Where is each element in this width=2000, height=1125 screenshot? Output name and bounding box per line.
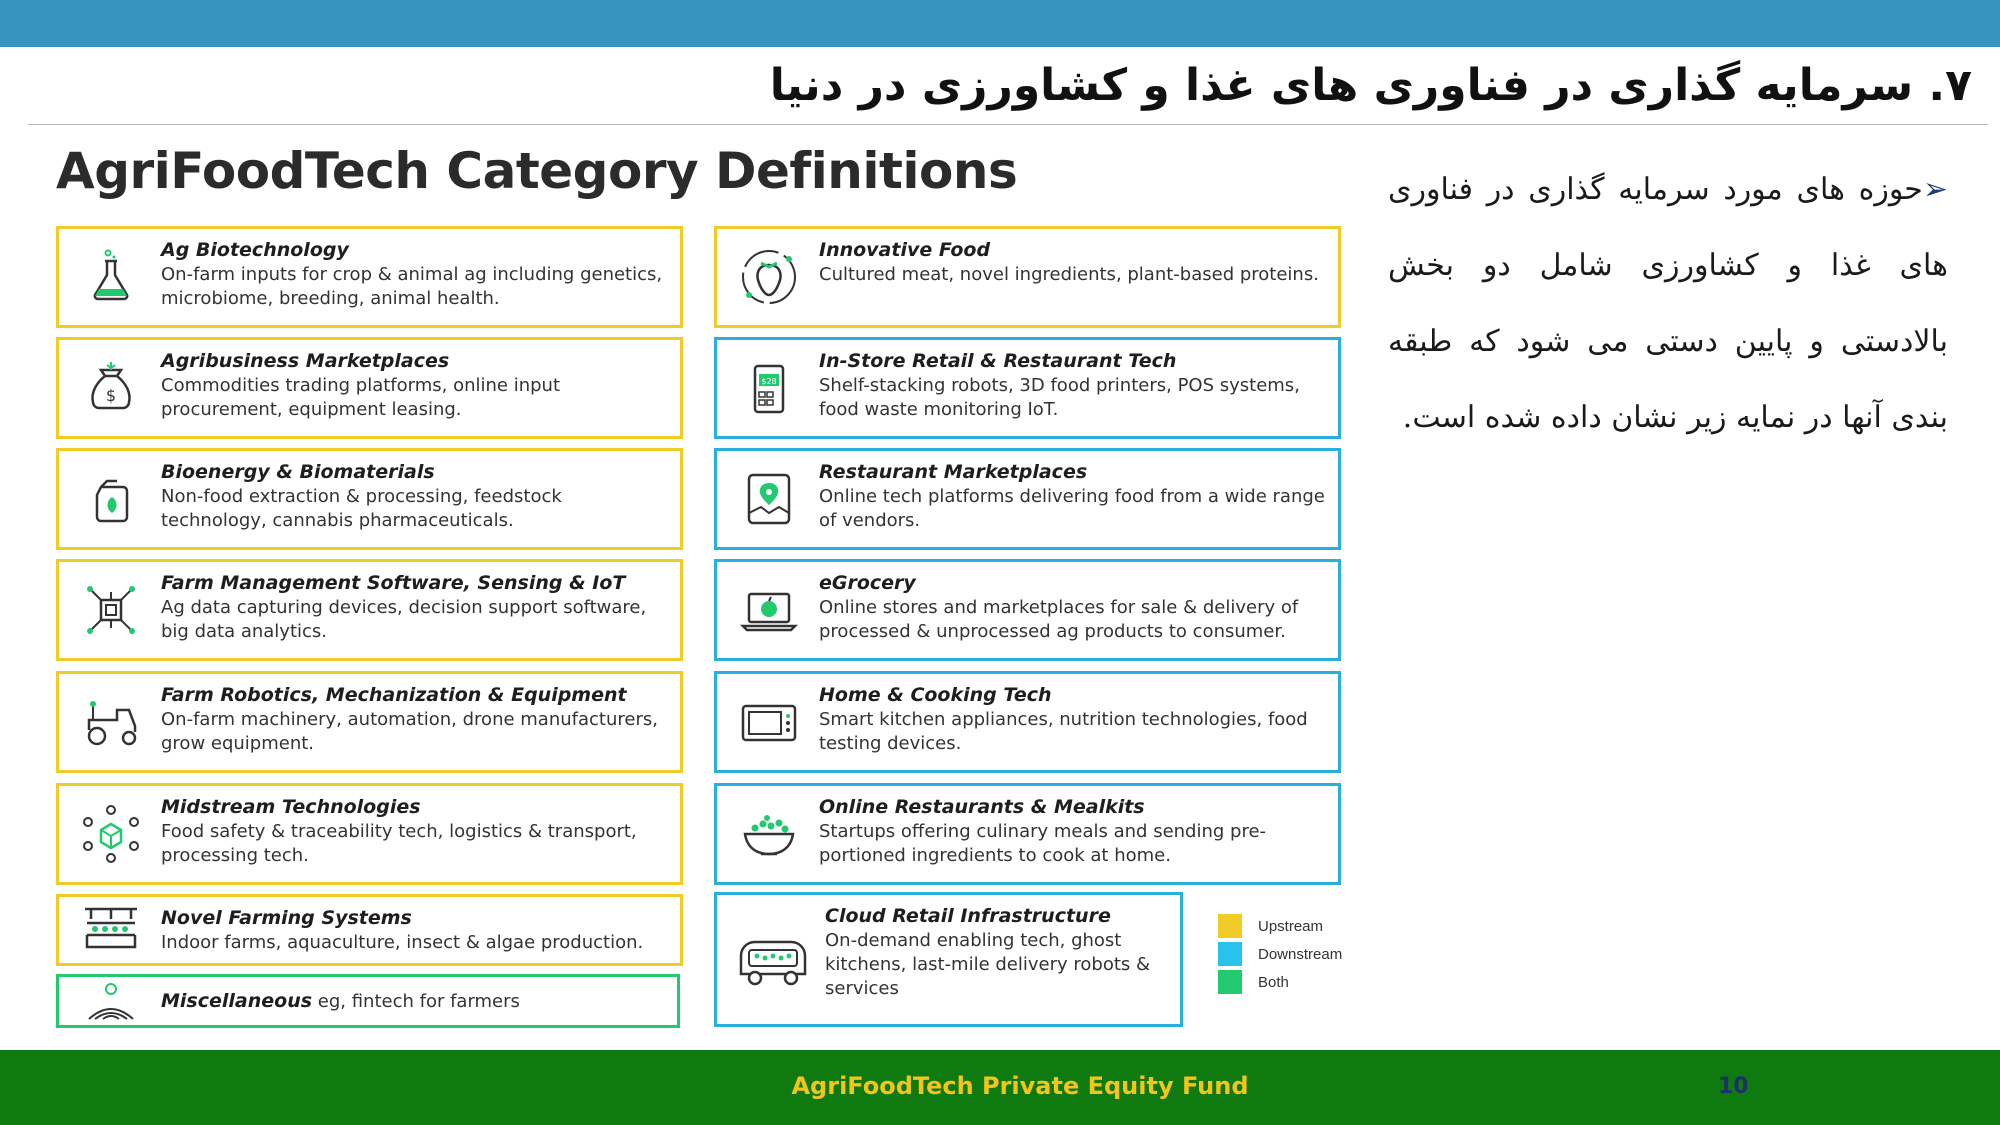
category-card-farm-management <box>56 559 683 661</box>
category-card-instore-retail <box>714 337 1341 439</box>
category-name: Novel Farming Systems <box>161 907 412 929</box>
category-name: Innovative Food <box>819 239 991 261</box>
pos-terminal-icon <box>739 358 799 418</box>
microwave-icon <box>739 692 799 752</box>
category-desc: Indoor farms, aquaculture, insect & algae production. <box>161 932 644 953</box>
fuel-can-icon <box>81 469 141 529</box>
footer-title: AgriFoodTech Private Equity Fund <box>791 1072 1249 1100</box>
legend-item-both <box>1218 968 1342 996</box>
category-desc: Online stores and marketplaces for sale & delivery of processed & unprocessed ag products to consumer. <box>819 597 1299 642</box>
top-banner <box>0 0 2000 47</box>
category-desc: Commodities trading platforms, online input procurement, equipment leasing. <box>161 375 561 420</box>
category-name: Miscellaneous <box>161 990 313 1012</box>
food-bowl-icon <box>739 804 799 864</box>
category-desc: Ag data capturing devices, decision support software, big data analytics. <box>161 597 647 642</box>
delivery-van-icon <box>735 930 811 990</box>
category-name: Home & Cooking Tech <box>819 684 1052 706</box>
svg-text:$28: $28 <box>761 377 777 386</box>
category-heading: AgriFoodTech Category Definitions <box>56 142 1018 200</box>
category-desc: Startups offering culinary meals and sending pre-portioned ingredients to cook at home. <box>819 821 1267 866</box>
page-number: 10 <box>1718 1074 1749 1099</box>
legend-swatch <box>1218 914 1242 938</box>
category-desc: On-farm machinery, automation, drone manufacturers, grow equipment. <box>161 709 658 754</box>
category-desc: Food safety & traceability tech, logistics & transport, processing tech. <box>161 821 637 866</box>
category-desc: Online tech platforms delivering food from a wide range of vendors. <box>819 486 1325 531</box>
arrow-bullet-icon: ➢ <box>1922 172 1948 207</box>
category-card-restaurant-marketplaces <box>714 448 1341 550</box>
category-card-novel-farming <box>56 894 683 966</box>
category-desc: On-farm inputs for crop & animal ag including genetics, microbiome, breeding, animal health. <box>161 264 663 309</box>
vertical-farm-icon <box>81 905 141 955</box>
category-card-bioenergy <box>56 448 683 550</box>
category-name: Ag Biotechnology <box>161 239 349 261</box>
category-card-innovative-food <box>714 226 1341 328</box>
side-description-text: حوزه های مورد سرمایه گذاری در فناوری های غذا و کشاورزی شامل دو بخش بالادستی و پایین دستی می شود که طبقه بندی آنها در نمایه زیر نشان داده شده است. <box>1388 172 1948 435</box>
legend-label: Downstream <box>1258 945 1343 963</box>
category-name: Midstream Technologies <box>161 796 421 818</box>
strawberry-icon <box>739 247 799 307</box>
legend-swatch <box>1218 942 1242 966</box>
laptop-apple-icon <box>739 580 799 640</box>
category-name: Bioenergy & Biomaterials <box>161 461 435 483</box>
tractor-icon <box>81 692 141 752</box>
money-bag-icon <box>81 358 141 418</box>
map-pin-icon <box>739 469 799 529</box>
category-name: In-Store Retail & Restaurant Tech <box>819 350 1177 372</box>
category-card-agribusiness-marketplaces <box>56 337 683 439</box>
category-card-midstream <box>56 783 683 885</box>
category-card-egrocery <box>714 559 1341 661</box>
field-sun-icon <box>81 981 141 1021</box>
category-name: Farm Robotics, Mechanization & Equipment <box>161 684 627 706</box>
svg-text:$: $ <box>105 386 117 405</box>
legend <box>1218 912 1342 996</box>
flask-icon <box>81 247 141 307</box>
category-name: Cloud Retail Infrastructure <box>825 905 1111 927</box>
category-card-farm-robotics <box>56 671 683 773</box>
category-name: Restaurant Marketplaces <box>819 461 1088 483</box>
legend-label: Upstream <box>1258 917 1324 935</box>
legend-swatch <box>1218 970 1242 994</box>
category-card-cloud-retail <box>714 892 1183 1027</box>
slide-title: ۷. سرمایه گذاری در فناوری های غذا و کشاورزی در دنیا <box>769 60 1972 111</box>
category-name: Online Restaurants & Mealkits <box>819 796 1145 818</box>
category-desc: On-demand enabling tech, ghost kitchens, last-mile delivery robots & services <box>825 930 1151 999</box>
legend-label: Both <box>1258 973 1289 991</box>
category-card-home-cooking <box>714 671 1341 773</box>
legend-item-downstream <box>1218 940 1342 968</box>
legend-item-upstream <box>1218 912 1342 940</box>
category-card-online-restaurants <box>714 783 1341 885</box>
category-desc: Cultured meat, novel ingredients, plant-based proteins. <box>819 264 1319 285</box>
title-divider <box>28 124 1988 125</box>
chip-network-icon <box>81 580 141 640</box>
footer-bar <box>0 1050 2000 1125</box>
category-name: eGrocery <box>819 572 916 594</box>
category-desc: Non-food extraction & processing, feedstock technology, cannabis pharmaceuticals. <box>161 486 562 531</box>
category-desc: eg, fintech for farmers <box>312 991 520 1012</box>
category-card-miscellaneous <box>56 974 680 1028</box>
side-description <box>1388 152 1948 456</box>
network-cube-icon <box>81 804 141 864</box>
category-card-ag-biotechnology <box>56 226 683 328</box>
category-desc: Shelf-stacking robots, 3D food printers, POS systems, food waste monitoring IoT. <box>819 375 1300 420</box>
category-name: Farm Management Software, Sensing & IoT <box>161 572 626 594</box>
category-desc: Smart kitchen appliances, nutrition technologies, food testing devices. <box>819 709 1308 754</box>
category-name: Agribusiness Marketplaces <box>161 350 450 372</box>
